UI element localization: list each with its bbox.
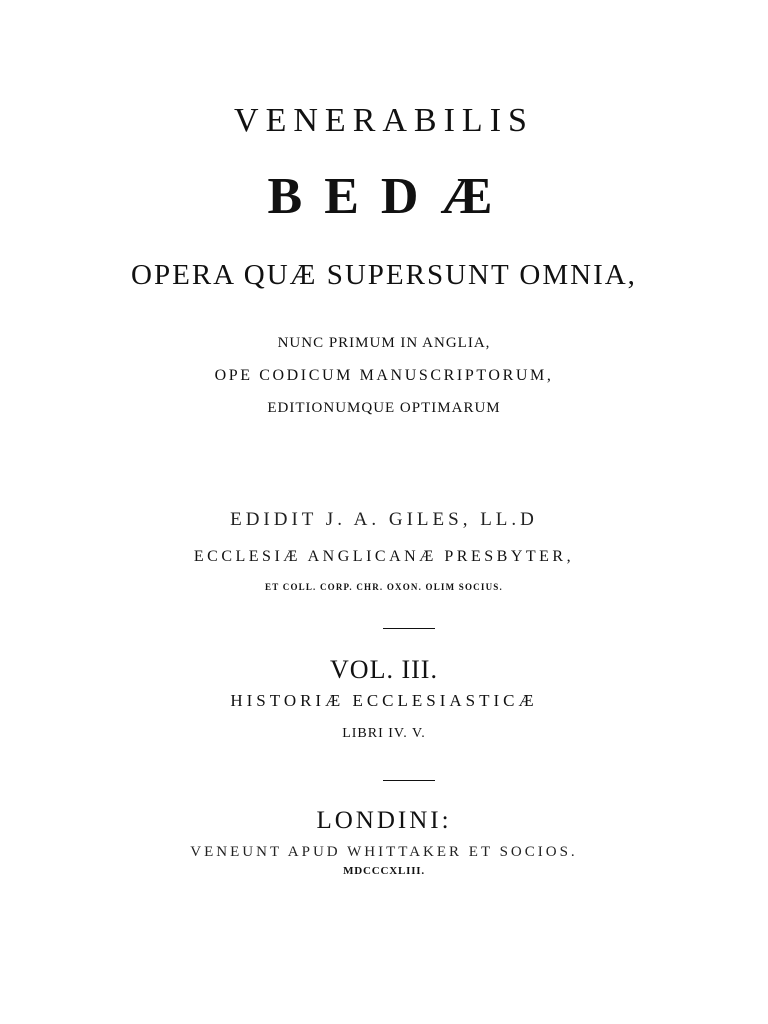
volume-work: HISTORIÆ ECCLESIASTICÆ xyxy=(230,691,538,710)
subtitle-line-2: OPE CODICUM MANUSCRIPTORUM, xyxy=(214,367,554,384)
volume-books: LIBRI IV. V. xyxy=(342,726,426,741)
author-name: BEDÆ xyxy=(267,168,515,225)
subtitle-line-3: EDITIONUMQUE OPTIMARUM xyxy=(267,400,501,416)
divider-rule xyxy=(383,628,435,629)
author-epithet: VENERABILIS xyxy=(234,102,534,139)
imprint-publisher: VENEUNT APUD WHITTAKER ET SOCIOS. xyxy=(190,844,578,860)
imprint-date: MDCCCXLIII. xyxy=(343,865,425,877)
work-title: OPERA QUÆ SUPERSUNT OMNIA, xyxy=(131,259,637,291)
imprint-place: LONDINI: xyxy=(316,807,452,834)
volume-number: VOL. III. xyxy=(330,655,438,684)
editor-line: EDIDIT J. A. GILES, LL.D xyxy=(230,509,538,530)
divider-rule xyxy=(383,780,435,781)
editor-role: ECCLESIÆ ANGLICANÆ PRESBYTER, xyxy=(193,548,575,565)
subtitle-line-1: NUNC PRIMUM IN ANGLIA, xyxy=(277,335,491,351)
editor-college: ET COLL. CORP. CHR. OXON. OLIM SOCIUS. xyxy=(265,582,503,592)
